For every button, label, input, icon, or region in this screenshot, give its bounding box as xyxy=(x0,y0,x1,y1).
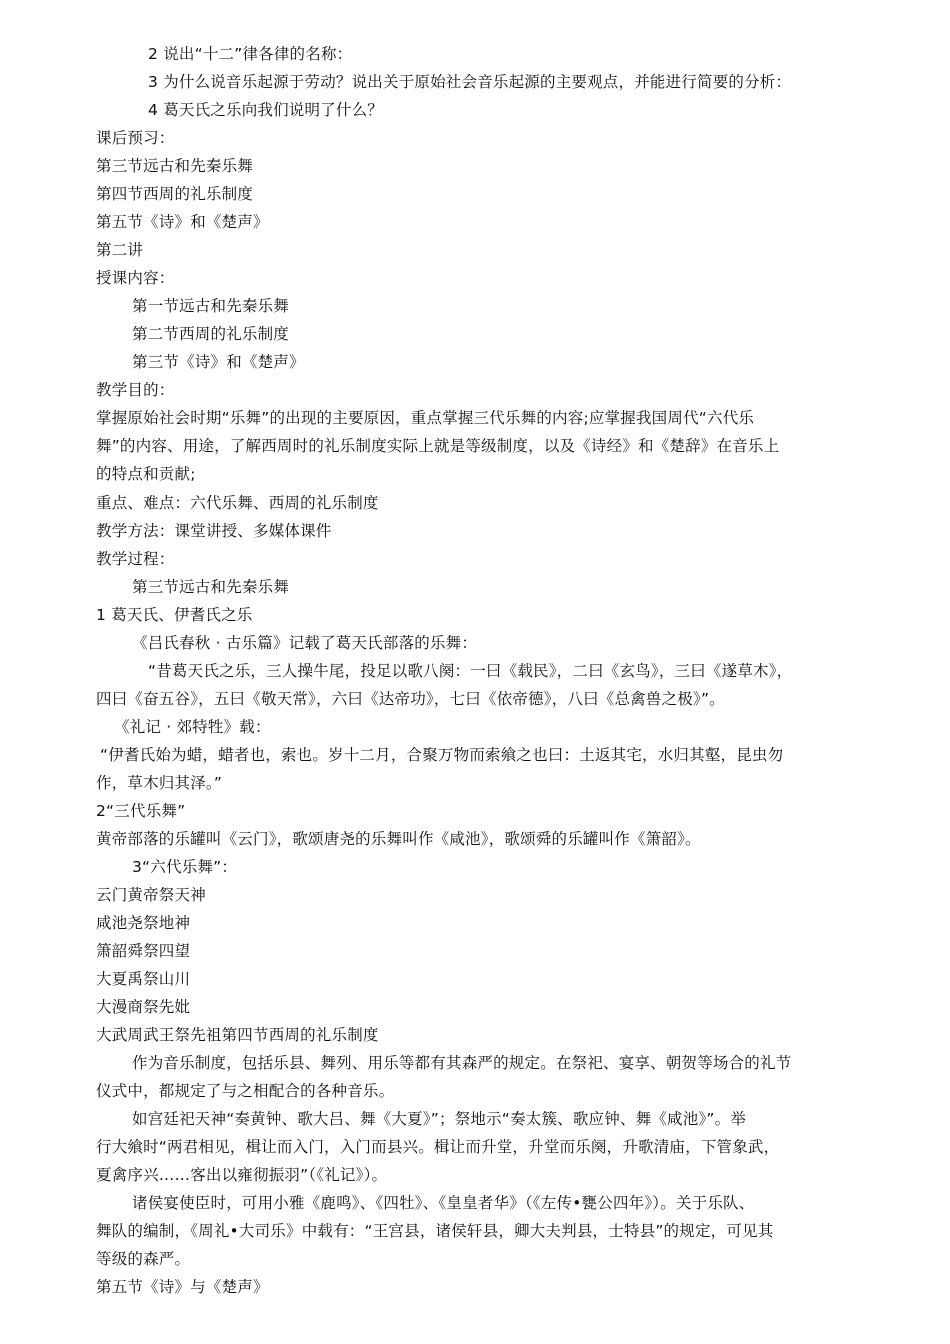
paragraph: 仪式中，都规定了与之相配合的各种音乐。 xyxy=(96,1082,395,1100)
paragraph: 《吕氏春秋 · 古乐篇》记载了葛天氏部落的乐舞： xyxy=(132,634,478,652)
quote-text: 作，草木归其泽。” xyxy=(96,774,223,792)
dance-item: 云门黄帝祭天神 xyxy=(96,886,206,904)
paragraph: 《礼记 · 郊特牲》载： xyxy=(114,718,271,736)
section-title: 第五节《诗》与《楚声》 xyxy=(96,1278,269,1296)
quote-text: “昔葛天氏之乐，三人操牛尾，投足以歌八阕：一曰《载民》，二曰《玄鸟》，三曰《遂草木》， xyxy=(148,662,793,680)
key-points: 重点、难点：六代乐舞、西周的礼乐制度 xyxy=(96,494,379,512)
aim-text: 舞”的内容、用途，了解西周时的礼乐制度实际上就是等级制度，以及《诗经》和《楚辞》在音乐上 xyxy=(96,437,780,455)
process-heading: 教学过程： xyxy=(96,550,175,568)
question-4: 4 葛天氏之乐向我们说明了什么？ xyxy=(148,101,383,119)
quote-text: 四曰《奋五谷》，五曰《敬天常》，六曰《达帝功》，七曰《依帝德》，八曰《总禽兽之极》”。 xyxy=(96,690,725,708)
dance-item: 大漫商祭先妣 xyxy=(96,998,191,1016)
paragraph: 如宫廷祀天神“奏黄钟、歌大吕、舞《大夏》”；祭地示“奏太簇、歌应钟、舞《咸池》”。举 xyxy=(132,1110,747,1128)
paragraph: 舞队的编制，《周礼•大司乐》中载有：“王宫县，诸侯轩县，卿大夫判县，士特县”的规定，可见其 xyxy=(96,1222,774,1240)
aim-text: 的特点和贡献; xyxy=(96,465,196,483)
question-3: 3 为什么说音乐起源于劳动？说出关于原始社会音乐起源的主要观点，并能进行简要的分析： xyxy=(148,73,792,91)
paragraph: 夏禽序兴……客出以雍彻振羽”（《礼记》）。 xyxy=(96,1166,388,1184)
paragraph: 行大飨时“两君相见，楫让而入门，入门而县兴。楫让而升堂，升堂而乐阕，升歌清庙，下管象武， xyxy=(96,1138,780,1156)
section-title: 第三节远古和先秦乐舞 xyxy=(132,578,290,596)
item-heading: 2“三代乐舞” xyxy=(96,802,186,820)
quote-text: “伊耆氏始为蜡，蜡者也，索也。岁十二月，合聚万物而索飨之也曰：土返其宅，水归其壑，昆虫勿 xyxy=(100,746,784,764)
dance-item: 箫韶舜祭四望 xyxy=(96,942,191,960)
preview-item: 第四节西周的礼乐制度 xyxy=(96,185,254,203)
paragraph: 黄帝部落的乐罐叫《云门》，歌颂唐尧的乐舞叫作《咸池》，歌颂舜的乐罐叫作《箫韶》。 xyxy=(96,830,701,848)
item-heading: 3“六代乐舞”： xyxy=(132,858,238,876)
aim-text: 掌握原始社会时期“乐舞”的出现的主要原因，重点掌握三代乐舞的内容;应掌握我国周代“六代乐 xyxy=(96,409,755,427)
preview-item: 第五节《诗》和《楚声》 xyxy=(96,213,269,231)
paragraph: 作为音乐制度，包括乐县、舞列、用乐等都有其森严的规定。在祭祀、宴享、朝贺等场合的礼节 xyxy=(132,1054,792,1072)
preview-item: 第三节远古和先秦乐舞 xyxy=(96,157,254,175)
content-heading: 授课内容： xyxy=(96,269,175,287)
paragraph: 诸侯宴使臣时，可用小雅《鹿鸣》、《四牡》、《皇皇者华》（《左传•甕公四年》）。关于乐队、 xyxy=(132,1194,755,1212)
dance-item: 咸池尧祭地神 xyxy=(96,914,191,932)
question-2: 2 说出“十二”律各律的名称： xyxy=(148,45,353,63)
item-heading: 1 葛天氏、伊耆氏之乐 xyxy=(96,606,253,624)
dance-item: 大武周武王祭先祖第四节西周的礼乐制度 xyxy=(96,1026,379,1044)
content-item: 第三节《诗》和《楚声》 xyxy=(132,353,305,371)
content-item: 第一节远古和先秦乐舞 xyxy=(132,297,290,315)
aim-heading: 教学目的： xyxy=(96,381,175,399)
paragraph: 等级的森严。 xyxy=(96,1250,191,1268)
dance-item: 大夏禹祭山川 xyxy=(96,970,191,988)
lecture-title: 第二讲 xyxy=(96,241,144,259)
content-item: 第二节西周的礼乐制度 xyxy=(132,325,290,343)
teaching-method: 教学方法：课堂讲授、多媒体课件 xyxy=(96,522,332,540)
preview-heading: 课后预习： xyxy=(96,129,175,147)
